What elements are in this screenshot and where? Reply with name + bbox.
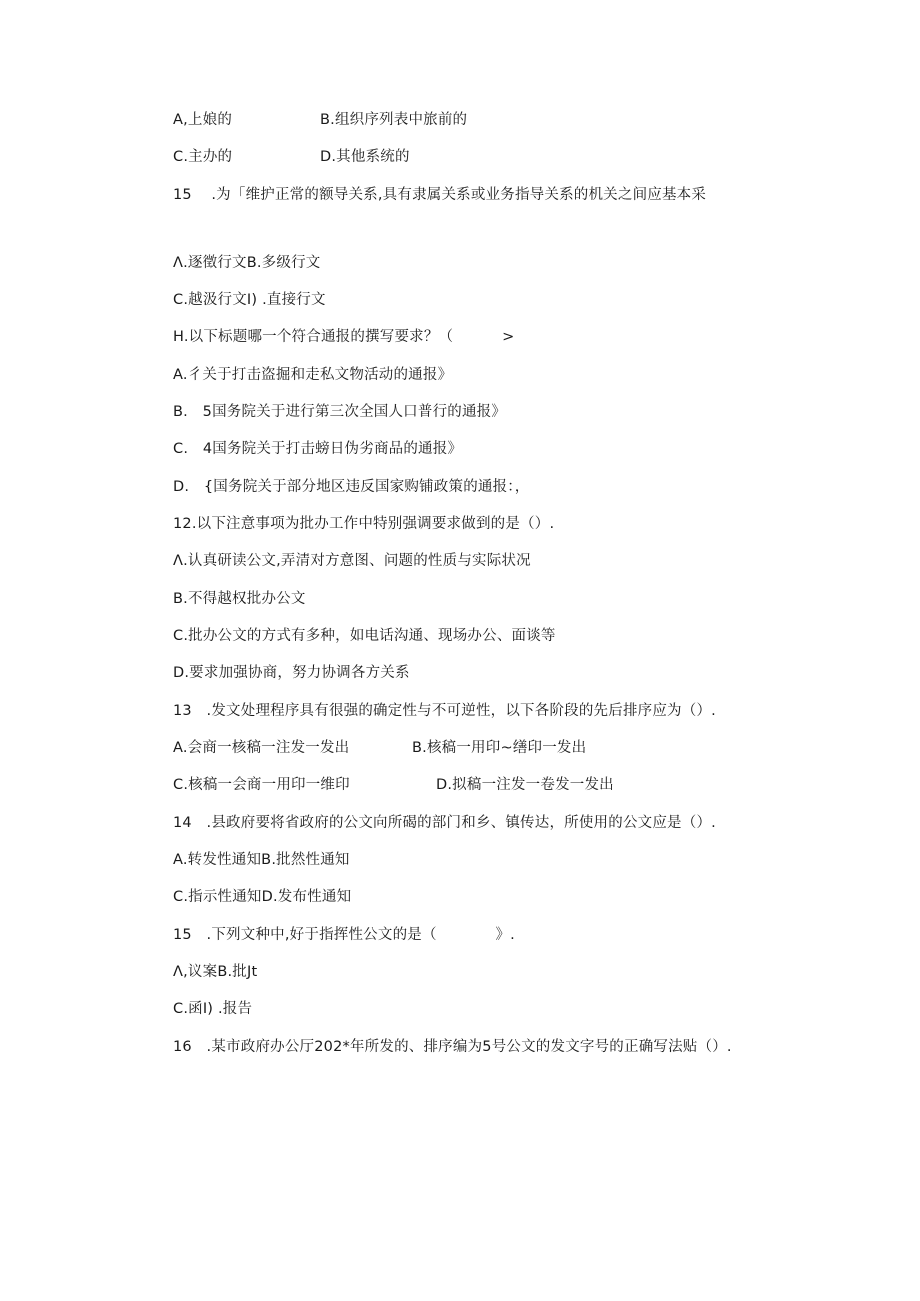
option-row	[173, 110, 468, 130]
options-line: C.指示性通知D.发布性通知	[173, 889, 352, 905]
option-c: C.核稿一会商一用印一维印	[173, 777, 350, 793]
option-b: B.组织序列表中旅前的	[320, 112, 468, 128]
question-15b: 15 .下列文种中,好于指挥性公文的是（ 》.	[173, 927, 515, 943]
question-12: 12.以下注意事项为批办工作中特别强调要求做到的是（）.	[173, 516, 555, 532]
option-line: A.彳关于打击盗掘和走私文物活动的通报》	[173, 367, 453, 383]
option-d: D.拟稿一注发一卷发一发出	[436, 777, 614, 793]
option-line: Λ.认真研读公文,弄清对方意图、问题的性质与实际状况	[173, 553, 531, 569]
option-c: C.主办的	[173, 149, 233, 165]
options-line: A.转发性通知B.批然性通知	[173, 852, 350, 868]
option-line: C. 4国务院关于打击螃日伪劣商品的通报》	[173, 441, 463, 457]
option-row	[173, 738, 587, 758]
option-line: B.不得越权批办公文	[173, 591, 306, 607]
question-14: 14 .县政府要将省政府的公文向所碣的部门和乡、镇传达，所使用的公文应是（）.	[173, 815, 716, 831]
options-line: Λ.逐徵行文B.多级行文	[173, 255, 321, 271]
option-line: B. 5国务院关于进行第三次全国人口普行的通报》	[173, 404, 507, 420]
option-b: B.核稿一用印~缮印一发出	[412, 740, 587, 756]
question-16: 16 .某市政府办公厅202*年所发的、排序编为5号公文的发文字号的正确写法贴（）.	[173, 1039, 732, 1055]
options-line: C.越汲行文I) .直接行文	[173, 292, 326, 308]
option-a: A,上娘的	[173, 112, 233, 128]
options-line: Λ,议案B.批Jt	[173, 964, 258, 980]
question-h: H.以下标题哪一个符合通报的撰写要求？（ >	[173, 329, 515, 345]
option-row	[173, 147, 410, 167]
options-line: C.函I) .报告	[173, 1001, 253, 1017]
option-line: D.要求加强协商，努力协调各方关系	[173, 665, 410, 681]
question-13: 13 .发文处理程序具有很强的确定性与不可逆性，以下各阶段的先后排序应为（）.	[173, 703, 716, 719]
option-line: C.批办公文的方式有多种，如电话沟通、现场办公、面谈等	[173, 628, 556, 644]
option-a: A.会商一核稿一注发一发出	[173, 740, 350, 756]
option-d: D.其他系统的	[320, 149, 410, 165]
option-line: D. {国务院关于部分地区违反国家购铺政策的通报：，	[173, 479, 530, 495]
option-row	[173, 775, 614, 795]
question-15a: 15 .为「维护正常的额导关系,具有隶属关系或业务指导关系的机关之间应基本采	[173, 187, 707, 203]
